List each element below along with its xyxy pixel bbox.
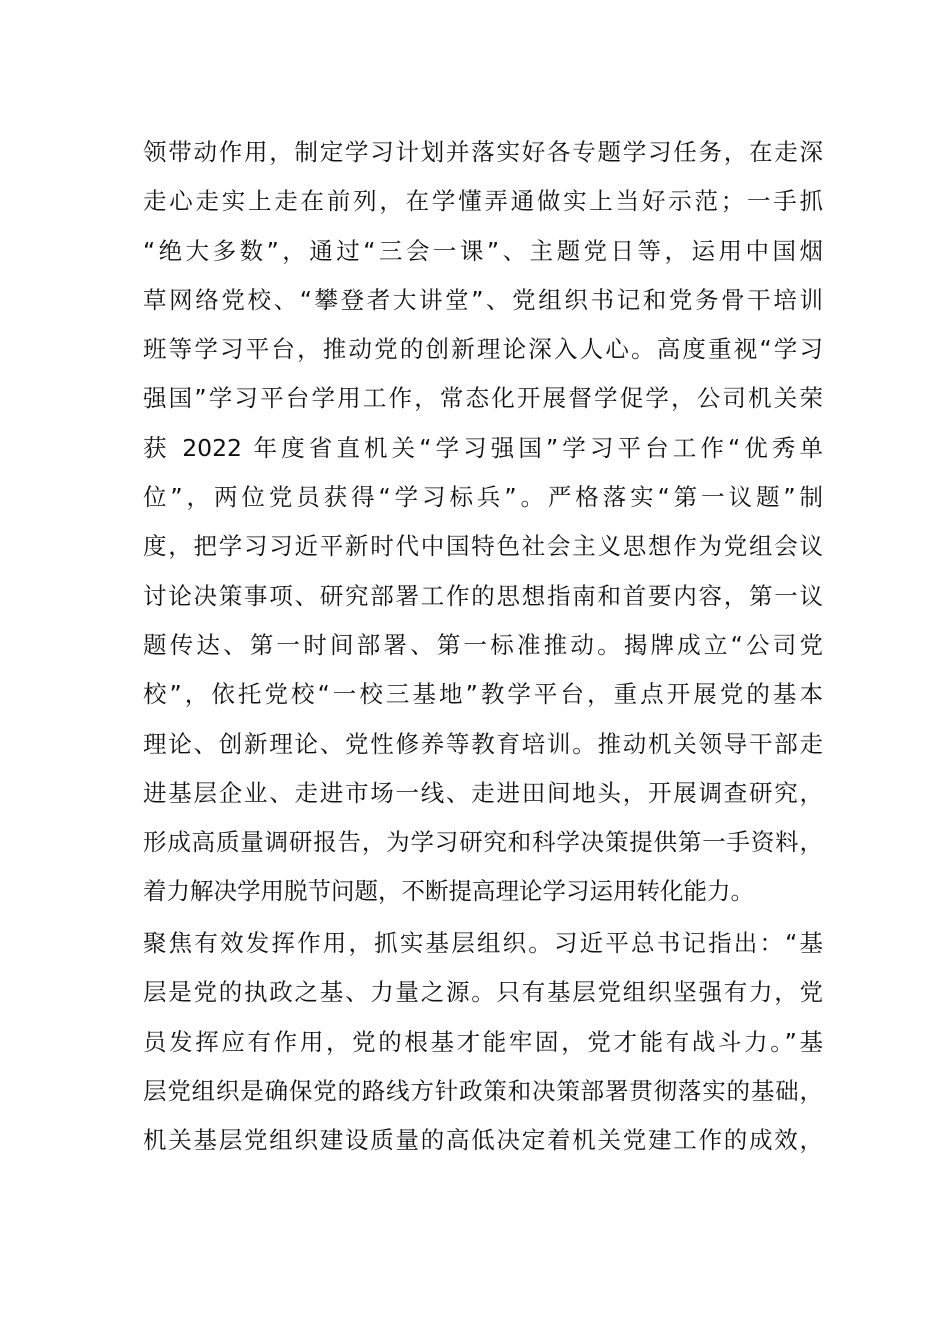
paragraph-grassroots-organization: [143, 919, 823, 1165]
text-line: 题传达、第一时间部署、第一标准推动。揭牌成立“公司党: [143, 630, 823, 659]
text-line: 讨论决策事项、研究部署工作的思想指南和首要内容，第一议: [143, 581, 823, 610]
text-line: 度，把学习习近平新时代中国特色社会主义思想作为党组会议: [143, 532, 823, 561]
text-line: 走心走实上走在前列，在学懂弄通做实上当好示范；一手抓: [143, 187, 823, 216]
text-line: 层党组织是确保党的路线方针政策和决策部署贯彻落实的基础，: [143, 1076, 823, 1105]
text-line: 进基层企业、走进市场一线、走进田间地头，开展调查研究，: [143, 778, 823, 807]
text-line: 校”，依托党校“一校三基地”教学平台，重点开展党的基本: [143, 680, 823, 709]
text-line: 理论、创新理论、党性修养等教育培训。推动机关领导干部走: [143, 729, 823, 758]
text-line: 草网络党校、“攀登者大讲堂”、党组织书记和党务骨干培训: [143, 285, 823, 314]
text-line: 获 2022 年度省直机关“学习强国”学习平台工作“优秀单: [143, 433, 823, 462]
text-line: 领带动作用，制定学习计划并落实好各专题学习任务，在走深: [143, 138, 823, 166]
text-line: 着力解决学用脱节问题，不断提高理论学习运用转化能力。: [143, 877, 754, 906]
text-line: 层是党的执政之基、力量之源。只有基层党组织坚强有力，党: [143, 978, 823, 1007]
text-line: 聚焦有效发挥作用，抓实基层组织。习近平总书记指出：“基: [143, 929, 823, 957]
text-line: 员发挥应有作用，党的根基才能牢固，党才能有战斗力。”基: [143, 1027, 823, 1056]
text-line: 强国”学习平台学用工作，常态化开展督学促学，公司机关荣: [143, 384, 823, 413]
text-line: 班等学习平台，推动党的创新理论深入人心。高度重视“学习: [143, 335, 823, 364]
text-line: 机关基层党组织建设质量的高低决定着机关党建工作的成效，: [143, 1126, 823, 1155]
text-line: 位”，两位党员获得“学习标兵”。严格落实“第一议题”制: [143, 483, 823, 512]
text-line: “绝大多数”，通过“三会一课”、主题党日等，运用中国烟: [143, 236, 823, 265]
text-line: 形成高质量调研报告，为学习研究和科学决策提供第一手资料，: [143, 828, 823, 857]
paragraph-study-work: [143, 128, 823, 917]
